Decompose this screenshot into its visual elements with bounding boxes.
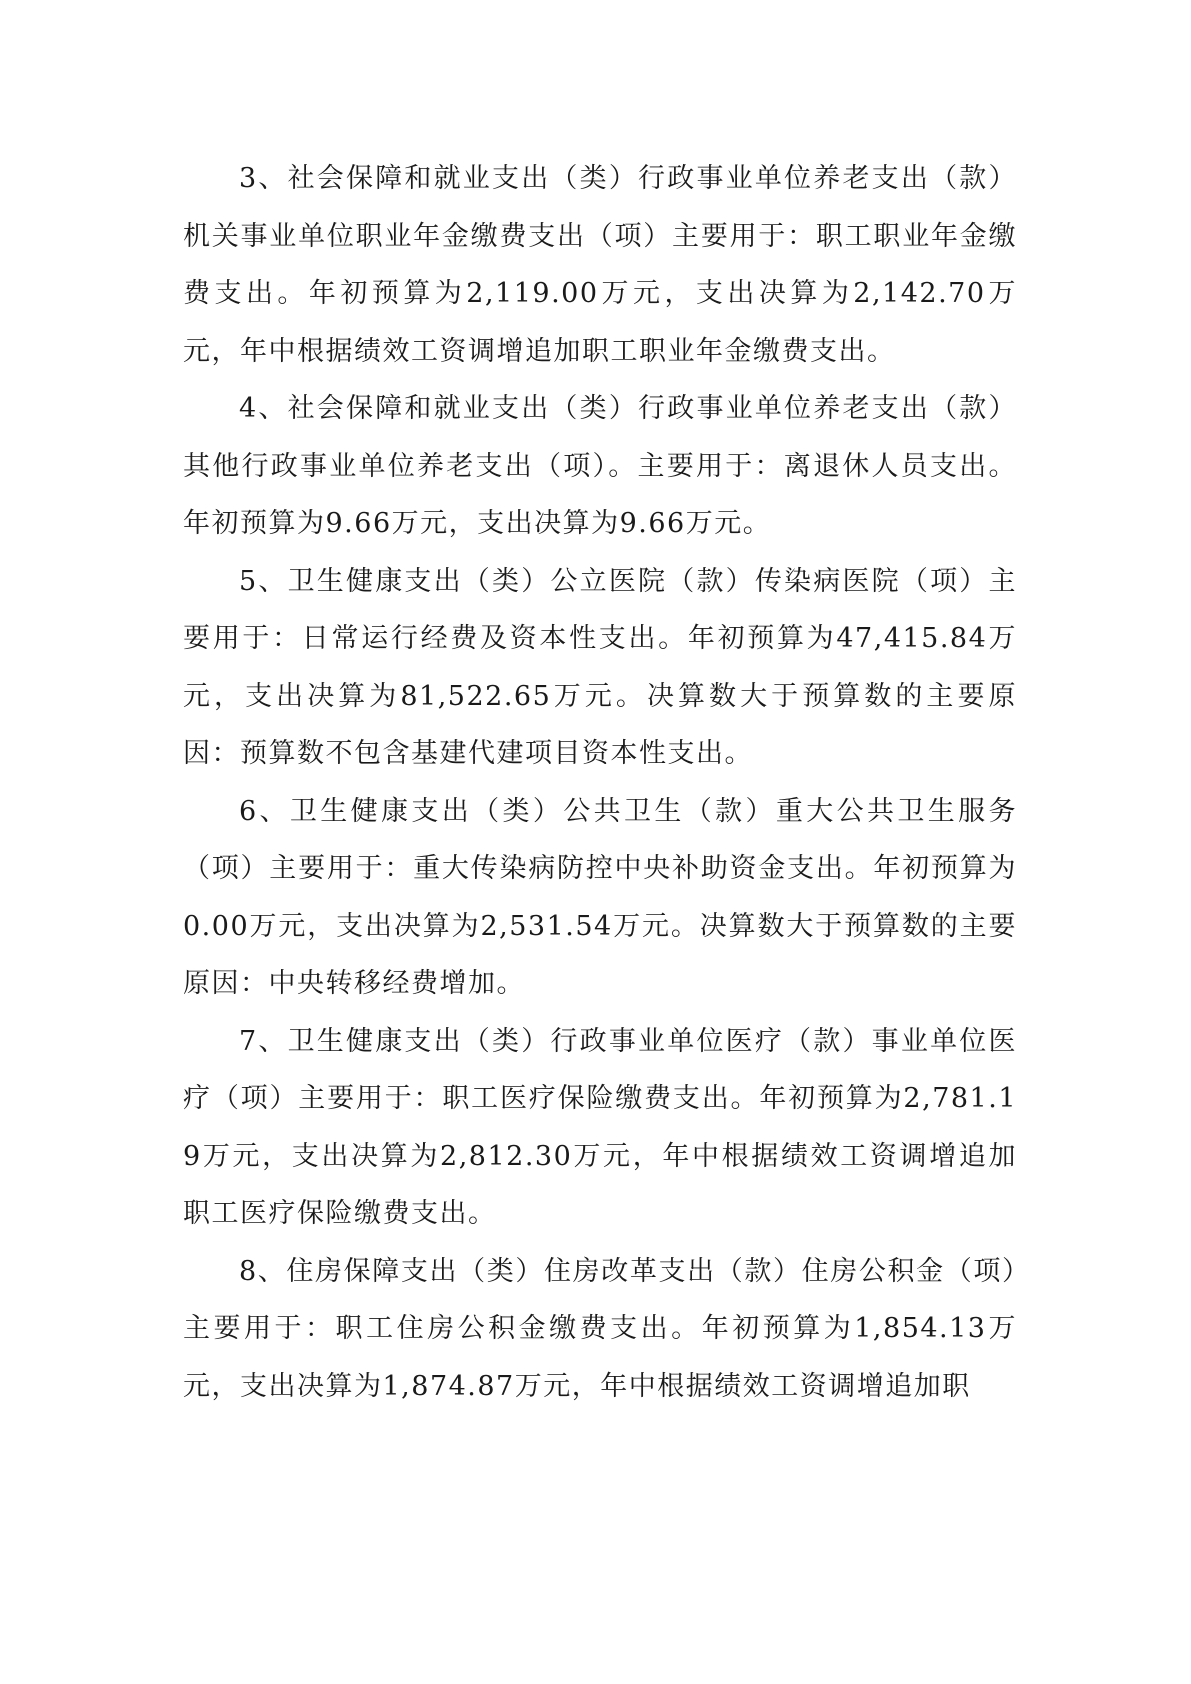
paragraph-item-7: 7、卫生健康支出（类）行政事业单位医疗（款）事业单位医疗（项）主要用于：职工医疗保险缴费支出。年初预算为2,781.19万元，支出决算为2,812.30万元，年中根据绩效工资调增追加职工医疗保险缴费支出。 [183,1025,1017,1229]
paragraph-item-8: 8、住房保障支出（类）住房改革支出（款）住房公积金（项）主要用于：职工住房公积金缴费支出。年初预算为1,854.13万元，支出决算为1,874.87万元，年中根据绩效工资调增追加职 [183,1255,1017,1402]
document-body [183,150,1017,1415]
paragraph-item-6: 6、卫生健康支出（类）公共卫生（款）重大公共卫生服务（项）主要用于：重大传染病防控中央补助资金支出。年初预算为0.00万元，支出决算为2,531.54万元。决算数大于预算数的主要原因：中央转移经费增加。 [183,795,1017,999]
paragraph-item-3: 3、社会保障和就业支出（类）行政事业单位养老支出（款）机关事业单位职业年金缴费支出（项）主要用于：职工职业年金缴费支出。年初预算为2,119.00万元，支出决算为2,142.70万元，年中根据绩效工资调增追加职工职业年金缴费支出。 [183,163,1017,367]
paragraph-item-4: 4、社会保障和就业支出（类）行政事业单位养老支出（款）其他行政事业单位养老支出（项）。主要用于：离退休人员支出。年初预算为9.66万元，支出决算为9.66万元。 [183,393,1017,539]
paragraph-item-5: 5、卫生健康支出（类）公立医院（款）传染病医院（项）主要用于：日常运行经费及资本性支出。年初预算为47,415.84万元，支出决算为81,522.65万元。决算数大于预算数的主要原因：预算数不包含基建代建项目资本性支出。 [183,565,1017,769]
